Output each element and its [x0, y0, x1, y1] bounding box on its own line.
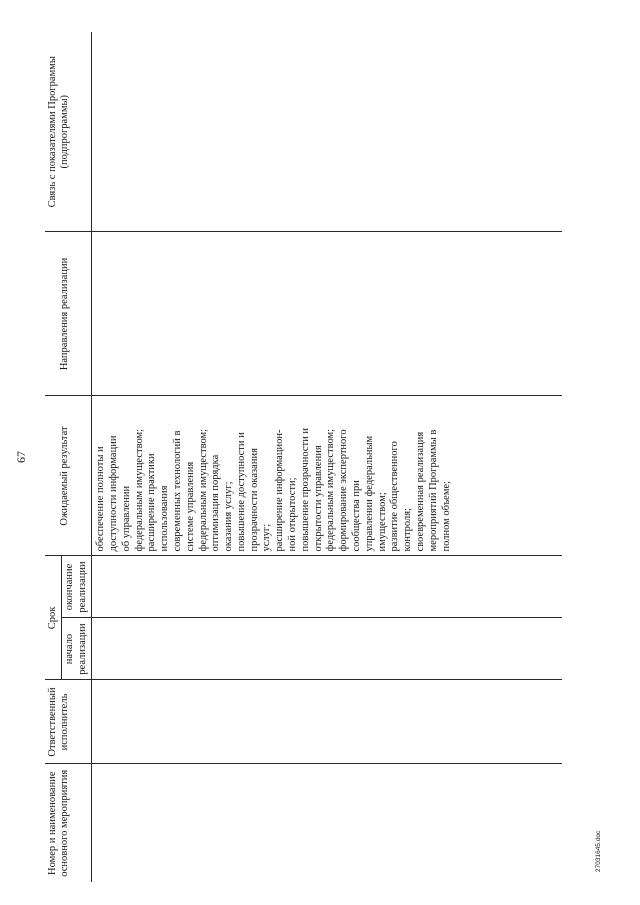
- program-table: [45, 32, 562, 882]
- header-term-end: окончание реализации: [62, 556, 92, 618]
- expected-result-line: использования: [159, 485, 171, 552]
- cell-term-start: [92, 618, 563, 680]
- expected-result-line: услуг;: [261, 523, 273, 552]
- expected-result-line: федеральным имуществом;: [197, 428, 209, 552]
- cell-executor: [92, 680, 563, 764]
- expected-result-line: управлении федеральным: [363, 435, 375, 552]
- expected-result-line: повышение прозрачности и: [299, 428, 311, 552]
- header-expected-result: Ожидаемый результат: [45, 396, 92, 556]
- expected-result-line: сообщества при: [351, 480, 363, 552]
- expected-result-line: своевременная реализация: [415, 431, 427, 552]
- expected-result-line: формирование экспертного: [338, 429, 350, 552]
- table-row: [92, 32, 563, 882]
- expected-result-line: открытости управления: [312, 445, 324, 552]
- expected-result-line: оптимизация порядка: [210, 454, 222, 552]
- page-number: 67: [14, 451, 28, 463]
- expected-result-line: оказания услуг;: [223, 481, 235, 552]
- cell-link: [92, 32, 563, 232]
- expected-result-line: прозрачности оказания: [248, 448, 260, 552]
- cell-term-end: [92, 556, 563, 618]
- expected-result-line: обеспечение полноты и: [95, 446, 107, 552]
- expected-result-line: ной открытости;: [287, 477, 299, 552]
- header-term: Срок: [45, 556, 62, 680]
- cell-expected-result: [92, 396, 563, 556]
- header-directions: Направления реализации: [45, 232, 92, 396]
- expected-result-line: имуществом;: [376, 492, 388, 552]
- cell-directions: [92, 232, 563, 396]
- cell-number-name: [92, 764, 563, 882]
- expected-result-line: расширение практики: [146, 453, 158, 552]
- expected-result-line: повышение доступности и: [235, 432, 247, 552]
- header-link: Связь с показателями Программы (подпрограммы): [45, 32, 92, 232]
- expected-result-line: об управлении: [120, 485, 132, 552]
- expected-result-line: контроля;: [402, 507, 414, 552]
- document-id: 27031645.doc: [595, 830, 602, 872]
- header-executor: Ответственный исполнитель: [45, 680, 92, 764]
- expected-result-line: федеральным имуществом;: [325, 428, 337, 552]
- expected-result-line: федеральным имуществом;: [133, 428, 145, 552]
- expected-result-line: развитие общественного: [389, 441, 401, 552]
- expected-result-line: современных технологий в: [171, 430, 183, 552]
- expected-result-line: расширение информацион-: [274, 429, 286, 552]
- expected-result-line: полном объеме;: [440, 480, 452, 552]
- expected-result-list: [92, 396, 456, 555]
- rotated-page: [10, 32, 620, 882]
- expected-result-line: доступности информации: [107, 435, 119, 552]
- expected-result-line: мероприятий Программы в: [427, 429, 439, 552]
- header-term-start: начало реализации: [62, 618, 92, 680]
- header-number-name: Номер и наименование основного мероприятия: [45, 764, 92, 882]
- expected-result-line: системе управления: [184, 461, 196, 552]
